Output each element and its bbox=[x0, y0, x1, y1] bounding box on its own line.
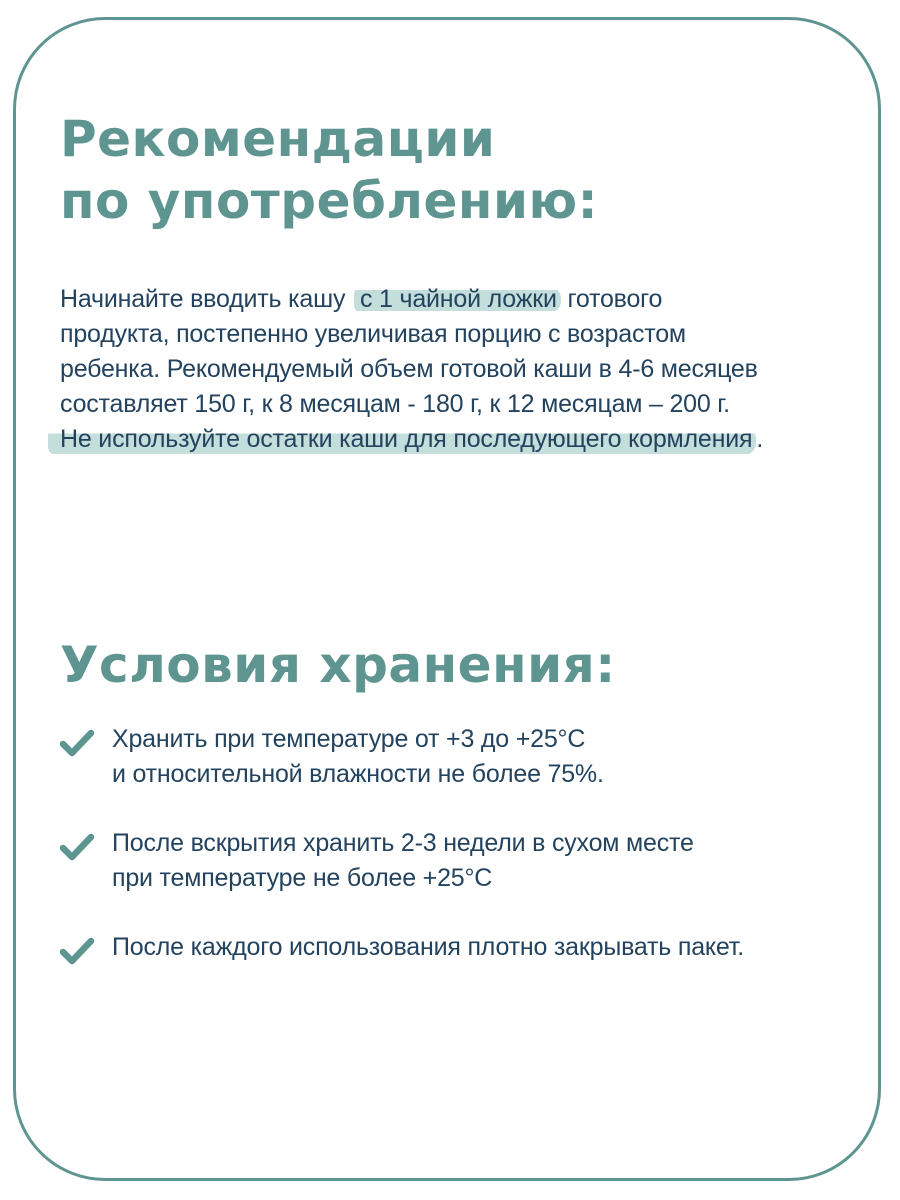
highlight-leftovers: Не используйте остатки каши для последующего кормления bbox=[48, 425, 756, 455]
storage-item-1-line-1: Хранить при температуре от +3 до +25°C bbox=[112, 725, 586, 753]
usage-paragraph bbox=[60, 282, 880, 457]
storage-item-2-line-2: при температуре не более +25°C bbox=[112, 864, 493, 892]
usage-heading-line-1: Рекомендации bbox=[60, 110, 496, 168]
storage-heading bbox=[60, 634, 616, 696]
storage-item-2-line-1: После вскрытия хранить 2-3 недели в сухом месте bbox=[112, 829, 694, 857]
usage-line-2: продукта, постепенно увеличивая порцию с возрастом bbox=[60, 320, 686, 348]
highlight-spoon: с 1 чайной ложки bbox=[354, 285, 561, 313]
usage-line-1 bbox=[60, 282, 880, 317]
list-item bbox=[60, 930, 744, 965]
usage-heading bbox=[60, 108, 598, 232]
usage-line-1-end: готового bbox=[560, 285, 663, 313]
usage-line-4: составляет 150 г, к 8 месяцам - 180 г, к 12 месяцам – 200 г. bbox=[60, 390, 730, 418]
checkmark-icon bbox=[60, 729, 94, 757]
checkmark-icon bbox=[60, 833, 94, 861]
list-item bbox=[60, 826, 744, 896]
checkmark-icon bbox=[60, 937, 94, 965]
usage-line-5 bbox=[60, 422, 880, 457]
list-item bbox=[60, 722, 744, 792]
storage-item-3-line-1: После каждого использования плотно закрывать пакет. bbox=[112, 933, 745, 961]
storage-item-1-line-2: и относительной влажности не более 75%. bbox=[112, 760, 604, 788]
usage-heading-line-2: по употреблению: bbox=[60, 172, 599, 230]
usage-line-1-start: Начинайте вводить кашу bbox=[60, 285, 352, 313]
storage-heading-text: Условия хранения: bbox=[60, 636, 616, 694]
usage-line-5-end: . bbox=[756, 425, 764, 453]
storage-list bbox=[60, 722, 744, 965]
usage-line-3: ребенка. Рекомендуемый объем готовой каши в 4-6 месяцев bbox=[60, 355, 758, 383]
